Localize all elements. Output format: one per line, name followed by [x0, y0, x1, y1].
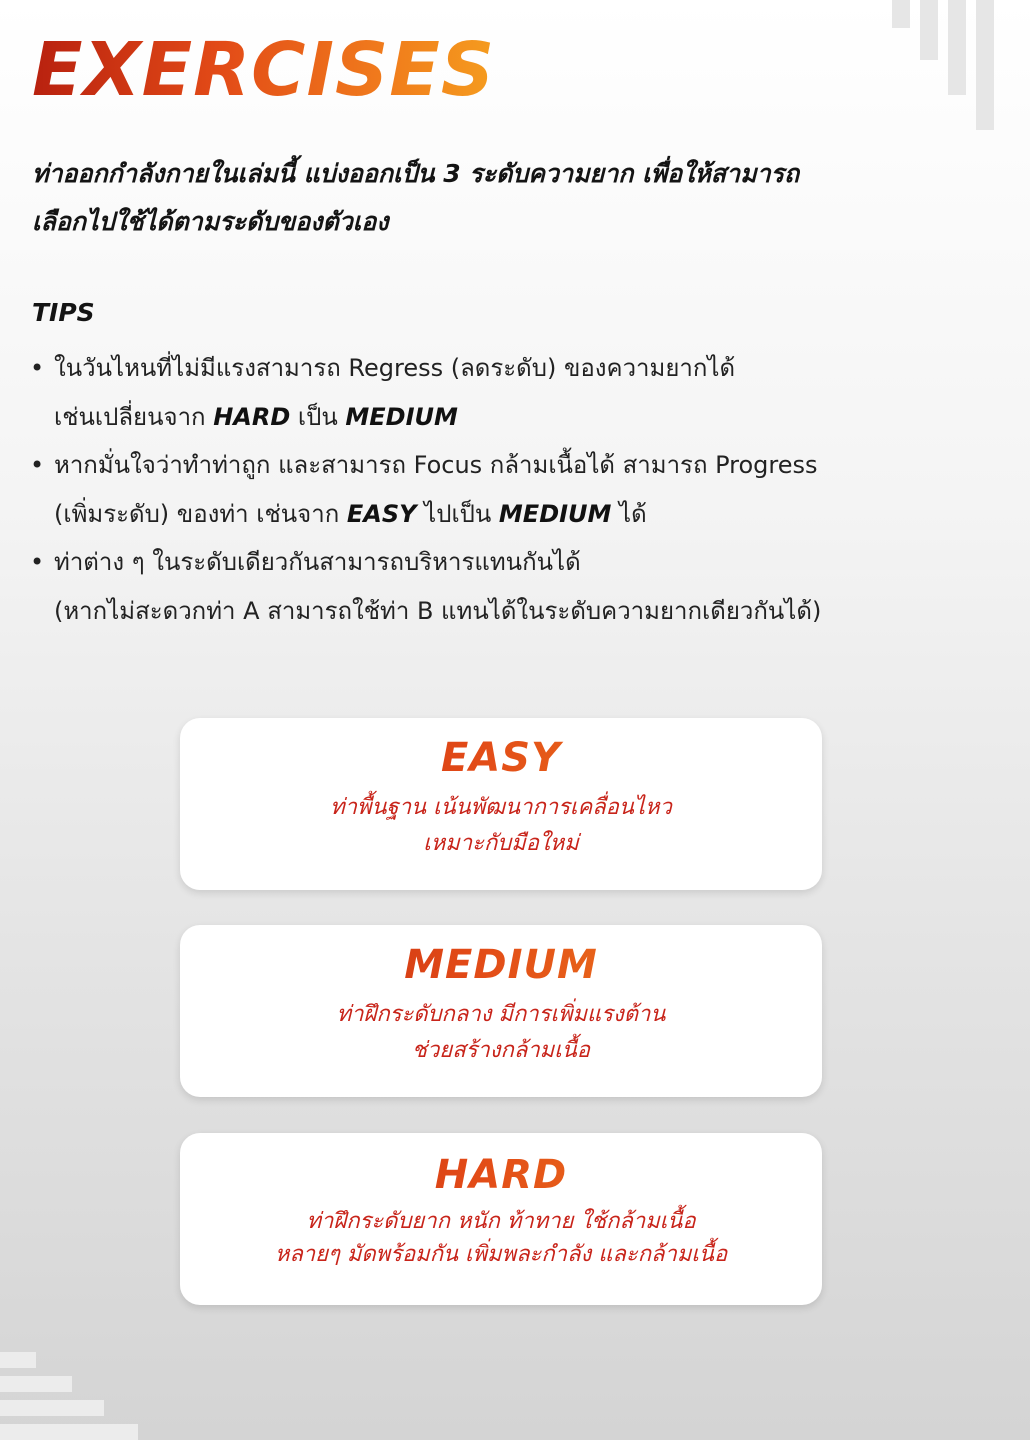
- level-name: MEDIUM: [180, 941, 822, 989]
- intro-text: [32, 150, 932, 246]
- level-emphasis: HARD: [213, 402, 291, 431]
- level-card-medium: [180, 925, 822, 1097]
- level-description: ท่าฝึกระดับยาก หนัก ท้าทาย ใช้กล้ามเนื้อ หลายๆ มัดพร้อมกัน เพิ่มพละกำลัง และกล้ามเนื้อ: [274, 1209, 728, 1267]
- level-emphasis: EASY: [346, 499, 417, 528]
- level-description: ท่าฝึกระดับกลาง มีการเพิ่มแรงต้าน ช่วยสร้างกล้ามเนื้อ: [336, 1002, 666, 1063]
- level-name: EASY: [180, 734, 822, 782]
- intro-line-2: เลือกไปใช้ได้ตามระดับของตัวเอง: [32, 207, 389, 236]
- tips-heading: TIPS: [32, 298, 95, 327]
- level-card-hard: [180, 1133, 822, 1305]
- decorative-bars-top: [892, 0, 1002, 130]
- level-emphasis: MEDIUM: [498, 499, 612, 528]
- decorative-bars-bottom: [0, 1350, 140, 1440]
- tip-item: • หากมั่นใจว่าทำท่าถูก และสามารถ Focus กล้ามเนื้อได้ สามารถ Progress (เพิ่มระดับ) ของท่า เช่นจาก EASY ไปเป็น MEDIUM ได้: [30, 441, 930, 538]
- level-name: HARD: [180, 1151, 822, 1199]
- tips-list: [30, 344, 930, 635]
- page-title: EXERCISES: [32, 27, 496, 113]
- level-description: ท่าพื้นฐาน เน้นพัฒนาการเคลื่อนไหว เหมาะกับมือใหม่: [330, 795, 672, 856]
- level-emphasis: MEDIUM: [345, 402, 458, 431]
- tip-item: • ในวันไหนที่ไม่มีแรงสามารถ Regress (ลดระดับ) ของความยากได้ เช่นเปลี่ยนจาก HARD เป็น MEDIUM: [30, 344, 930, 441]
- tip-item: • ท่าต่าง ๆ ในระดับเดียวกันสามารถบริหารแทนกันได้ (หากไม่สะดวกท่า A สามารถใช้ท่า B แทนได้ในระดับความยากเดียวกันได้): [30, 538, 930, 635]
- intro-line-1: ท่าออกกำลังกายในเล่มนี้ แบ่งออกเป็น 3 ระดับความยาก เพื่อให้สามารถ: [32, 159, 800, 188]
- level-card-easy: [180, 718, 822, 890]
